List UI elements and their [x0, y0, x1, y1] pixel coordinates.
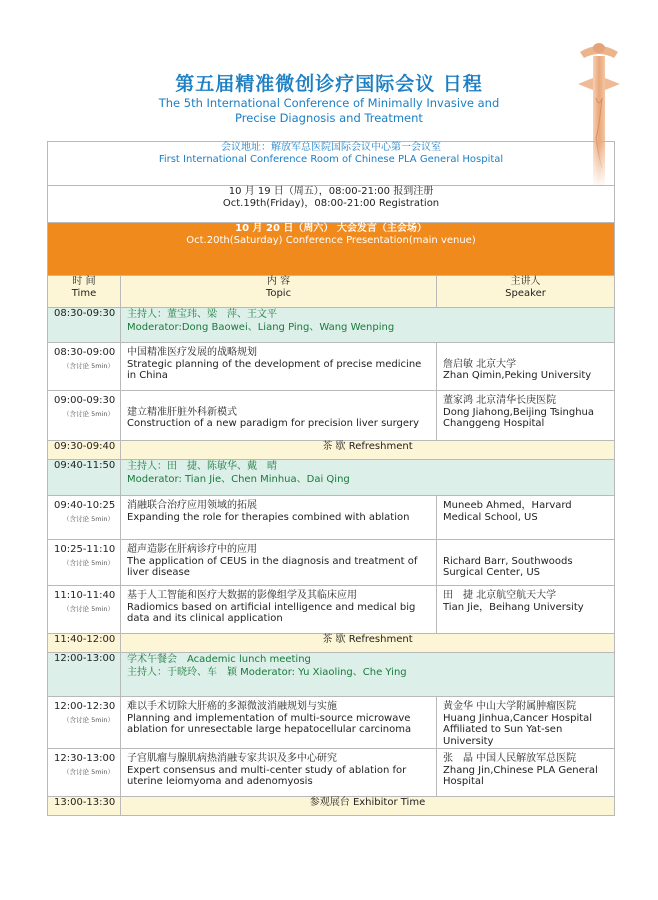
venue-row: [48, 142, 615, 186]
page-title-en-line2: Precise Diagnosis and Treatment: [235, 111, 423, 125]
column-speaker-en: Speaker: [505, 288, 546, 299]
talk-speaker-line: Surgical Center, US: [443, 567, 541, 578]
talk-speaker-line: Muneeb Ahmed，Harvard: [443, 500, 572, 511]
talk-speaker: [437, 391, 615, 441]
discussion-note: （含讨论 5min）: [63, 605, 114, 613]
moderator-row: [48, 460, 615, 496]
registration-en: Oct.19th(Friday)，08:00-21:00 Registration: [222, 198, 440, 209]
moderator-line-2: 主持人：于晓玲、车 颖 Moderator: Yu Xiaoling、Che Ying: [127, 667, 407, 678]
talk-speaker: [437, 586, 615, 634]
talk-speaker-line: Changgeng Hospital: [443, 418, 545, 429]
talk-row: [48, 391, 615, 441]
schedule-table: [47, 141, 615, 816]
talk-topic-line: 中国精准医疗发展的战略规划: [127, 347, 257, 358]
session-time: 12:00-13:00: [48, 653, 121, 697]
talk-speaker: [437, 697, 615, 749]
talk-time: 09:40-10:25: [54, 500, 116, 511]
discussion-note: （含讨论 5min）: [63, 716, 114, 724]
talk-topic-line: Expert consensus and multi-center study of ablation for: [127, 764, 407, 776]
talk-time-cell: [48, 749, 121, 797]
talk-time-cell: [48, 343, 121, 391]
moderator-cell: [121, 460, 615, 496]
talk-row: [48, 586, 615, 634]
talk-row: [48, 697, 615, 749]
talk-speaker-line: [443, 544, 610, 556]
talk-speaker-line: [443, 347, 610, 359]
page-title-en-line1: The 5th International Conference of Minimally Invasive and: [158, 96, 500, 110]
talk-topic-line: uterine leiomyoma and adenomyosis: [127, 776, 313, 787]
discussion-note: （含讨论 5min）: [63, 515, 114, 523]
talk-time-cell: [48, 540, 121, 586]
talk-time-cell: [48, 391, 121, 441]
discussion-note: （含讨论 5min）: [63, 410, 114, 418]
break-time: 11:40-12:00: [48, 634, 121, 653]
talk-time: 10:25-11:10: [54, 544, 116, 555]
talk-speaker: [437, 540, 615, 586]
discussion-note: （含讨论 5min）: [63, 362, 114, 370]
talk-topic: [121, 697, 437, 749]
moderator-cell: [121, 308, 615, 343]
talk-topic-line: 建立精准肝脏外科新模式: [127, 406, 237, 418]
break-label: 茶 歇 Refreshment: [121, 441, 615, 460]
column-topic-en: Topic: [265, 288, 292, 299]
talk-topic: [121, 749, 437, 797]
moderator-row: [48, 308, 615, 343]
talk-topic-line: 消融联合治疗应用领域的拓展: [127, 500, 257, 511]
session-time: 08:30-09:30: [48, 308, 121, 343]
talk-speaker: [437, 749, 615, 797]
moderator-row: [48, 653, 615, 697]
talk-speaker: [437, 496, 615, 540]
talk-time-cell: [48, 586, 121, 634]
talk-topic-line: data and its clinical application: [127, 613, 283, 624]
talk-speaker-line: 黄金华 中山大学附属肿瘤医院: [443, 701, 577, 712]
talk-topic-line: 超声造影在肝病诊疗中的应用: [127, 544, 257, 555]
talk-speaker-line: Medical School, US: [443, 511, 538, 523]
column-speaker-cn: 主讲人: [510, 276, 541, 287]
moderator-line-2: Moderator:Dong Baowei、Liang Ping、Wang Wenping: [127, 322, 395, 333]
talk-topic-line: [127, 523, 430, 535]
talk-topic-line: Construction of a new paradigm for precision liver surgery: [127, 418, 420, 429]
talk-speaker-line: 詹启敏 北京大学: [443, 358, 517, 370]
page-title-cn: 第五届精准微创诊疗国际会议 日程: [175, 73, 483, 95]
talk-topic-line: Planning and implementation of multi-source microwave: [127, 712, 411, 724]
registration-row: [48, 186, 615, 223]
talk-time: 09:00-09:30: [54, 395, 116, 406]
column-time-en: Time: [71, 288, 97, 299]
talk-topic-line: Radiomics based on artificial intelligence and medical big: [127, 601, 416, 613]
moderator-line-1: 主持人：董宝玮、梁 萍、王文平: [127, 309, 277, 320]
talk-speaker: [437, 343, 615, 391]
venue-cn: 会议地址：解放军总医院国际会议中心第一会议室: [221, 142, 441, 153]
session-time: 09:40-11:50: [48, 460, 121, 496]
talk-topic-line: 子宫肌瘤与腺肌病热消融专家共识及多中心研究: [127, 753, 337, 764]
talk-topic: [121, 391, 437, 441]
moderator-line-1: 主持人：田 捷、陈敏华、戴 晴: [127, 461, 277, 472]
talk-speaker-line: Affiliated to Sun Yat-sen: [443, 724, 563, 735]
moderator-line-2: Moderator: Tian Jie、Chen Minhua、Dai Qing: [127, 474, 350, 485]
moderator-cell: [121, 653, 615, 697]
talk-topic-line: 基于人工智能和医疗大数据的影像组学及其临床应用: [127, 590, 357, 601]
talk-speaker-line: [443, 613, 610, 625]
day-banner-cn: 10 月 20 日（周六） 大会发言（主会场）: [235, 223, 427, 234]
talk-topic-line: 难以手术切除大肝癌的多源微波消融规划与实施: [127, 701, 337, 712]
column-time-cn: 时 间: [72, 276, 96, 287]
talk-speaker-line: 田 捷 北京航空航天大学: [443, 590, 557, 601]
talk-topic-line: Strategic planning of the development of precise medicine: [127, 358, 422, 370]
talk-speaker-line: Hospital: [443, 776, 484, 787]
talk-topic-line: The application of CEUS in the diagnosis and treatment of: [127, 555, 418, 567]
talk-topic: [121, 540, 437, 586]
talk-topic-line: ablation for unresectable large hepatocellular carcinoma: [127, 724, 412, 735]
talk-speaker-line: Zhang Jin,Chinese PLA General: [443, 764, 598, 776]
talk-topic-line: [127, 395, 430, 407]
talk-topic: [121, 586, 437, 634]
break-label: 茶 歇 Refreshment: [121, 634, 615, 653]
talk-row: [48, 496, 615, 540]
talk-speaker-line: Richard Barr, Southwoods: [443, 555, 573, 567]
day-banner-row: [48, 223, 615, 276]
moderator-line-1: 学术午餐会 Academic lunch meeting: [127, 654, 311, 665]
column-header-row: [48, 276, 615, 308]
discussion-note: （含讨论 5min）: [63, 768, 114, 776]
break-row: [48, 797, 615, 816]
talk-time-cell: [48, 496, 121, 540]
talk-speaker-line: Huang Jinhua,Cancer Hospital: [443, 712, 593, 724]
talk-speaker-line: Zhan Qimin,Peking University: [443, 370, 592, 381]
talk-time: 12:30-13:00: [54, 753, 116, 764]
break-row: [48, 441, 615, 460]
talk-time: 12:00-12:30: [54, 701, 116, 712]
talk-speaker-line: Dong Jiahong,Beijing Tsinghua: [443, 406, 595, 418]
registration-cn: 10 月 19 日（周五），08:00-21:00 报到注册: [228, 186, 434, 197]
talk-speaker-line: [443, 523, 610, 535]
talk-row: [48, 343, 615, 391]
talk-speaker-line: Tian Jie，Beihang University: [443, 601, 584, 613]
talk-topic-line: in China: [127, 370, 168, 381]
talk-speaker-line: 董家鸿 北京清华长庚医院: [443, 395, 557, 406]
talk-time-cell: [48, 697, 121, 749]
break-time: 13:00-13:30: [48, 797, 121, 816]
talk-row: [48, 749, 615, 797]
discussion-note: （含讨论 5min）: [63, 559, 114, 567]
talk-topic-line: Expanding the role for therapies combined with ablation: [127, 511, 410, 523]
talk-topic-line: liver disease: [127, 567, 190, 578]
column-topic-cn: 内 容: [266, 276, 291, 287]
talk-topic: [121, 496, 437, 540]
talk-topic: [121, 343, 437, 391]
talk-row: [48, 540, 615, 586]
talk-time: 11:10-11:40: [54, 590, 116, 601]
venue-en: First International Conference Room of Chinese PLA General Hospital: [158, 154, 504, 165]
talk-speaker-line: University: [443, 735, 494, 747]
talk-speaker-line: 张 晶 中国人民解放军总医院: [443, 753, 577, 764]
talk-time: 08:30-09:00: [54, 347, 116, 358]
page-header: [0, 72, 658, 126]
break-row: [48, 634, 615, 653]
day-banner-en: Oct.20th(Saturday) Conference Presentation(main venue): [186, 235, 476, 246]
break-label: 参观展台 Exhibitor Time: [121, 797, 615, 816]
break-time: 09:30-09:40: [48, 441, 121, 460]
